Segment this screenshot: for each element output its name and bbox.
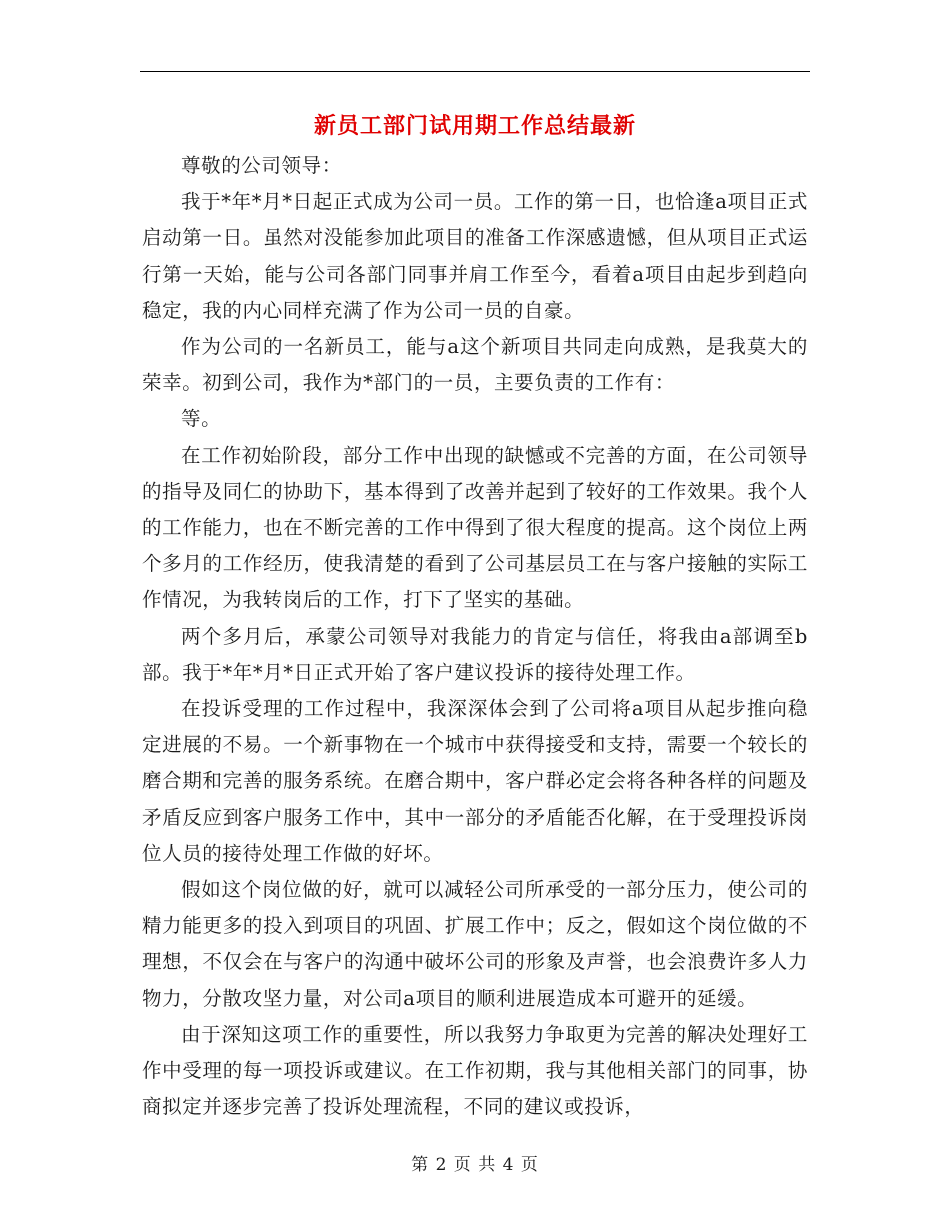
header-rule [140,71,810,72]
salutation: 尊敬的公司领导： [181,154,342,177]
paragraph: 两个多月后，承蒙公司领导对我能力的肯定与信任，将我由a部调至b部。我于*年*月*日正式开始了客户建议投诉的接待处理工作。 [142,624,808,684]
document-body [142,148,808,1125]
page-number-footer: 第 2 页 共 4 页 [411,1155,539,1175]
paragraph: 在工作初始阶段，部分工作中出现的缺憾或不完善的方面，在公司领导的指导及同仁的协助下，基本得到了改善并起到了较好的工作效果。我个人的工作能力，也在不断完善的工作中得到了很大程度的提高。这个岗位上两个多月的工作经历，使我清楚的看到了公司基层员工在与客户接触的实际工作情况，为我转岗后的工作，打下了坚实的基础。 [142,443,808,612]
paragraph: 在投诉受理的工作过程中，我深深体会到了公司将a项目从起步推向稳定进展的不易。一个新事物在一个城市中获得接受和支持，需要一个较长的磨合期和完善的服务系统。在磨合期中，客户群必定会将各种各样的问题及矛盾反应到客户服务工作中，其中一部分的矛盾能否化解，在于受理投诉岗位人员的接待处理工作做的好坏。 [142,697,808,865]
paragraph: 作为公司的一名新员工，能与a这个新项目共同走向成熟，是我莫大的荣幸。初到公司，我作为*部门的一员，主要负责的工作有： [142,335,808,395]
paragraph: 由于深知这项工作的重要性，所以我努力争取更为完善的解决处理好工作中受理的每一项投诉或建议。在工作初期，我与其他相关部门的同事，协商拟定并逐步完善了投诉处理流程，不同的建议或投诉， [142,1022,808,1119]
document-title: 新员工部门试用期工作总结最新 [313,113,636,139]
paragraph: 我于*年*月*日起正式成为公司一员。工作的第一日，也恰逢a项目正式启动第一日。虽然对没能参加此项目的准备工作深感遗憾，但从项目正式运行第一天始，能与公司各部门同事并肩工作至今，看着a项目由起步到趋向稳定，我的内心同样充满了作为公司一员的自豪。 [142,190,808,322]
paragraph: 等。 [181,407,222,431]
paragraph: 假如这个岗位做的好，就可以减轻公司所承受的一部分压力，使公司的精力能更多的投入到项目的巩固、扩展工作中；反之，假如这个岗位做的不理想，不仅会在与客户的沟通中破坏公司的形象及声誉，也会浪费许多人力物力，分散攻坚力量，对公司a项目的顺利进展造成本可避开的延缓。 [142,878,808,1010]
